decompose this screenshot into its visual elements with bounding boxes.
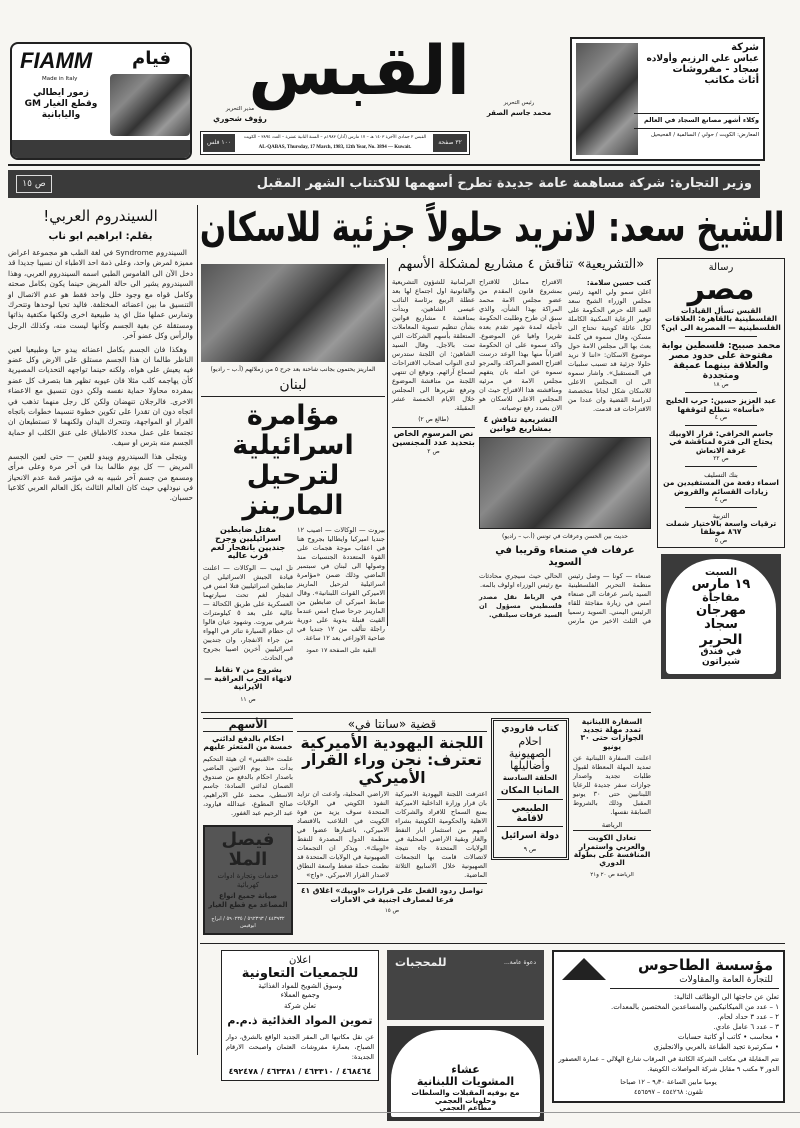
egypt-title: مصر xyxy=(687,272,755,308)
legislative-col-pair xyxy=(479,278,651,434)
ad-carpets xyxy=(570,37,765,161)
page-ref: الرياضة ص ٢٠ و٢١ xyxy=(590,871,634,878)
byline: كتب حسين سلامة: xyxy=(586,278,651,287)
legislative-columns xyxy=(391,278,651,626)
lebanon-side-col xyxy=(203,526,293,704)
separator xyxy=(685,425,757,426)
editor-in-chief-block xyxy=(474,98,564,118)
sub-headline: السفارة اللبنانية تمدد مهلة تجديد الجوازات حتى ٣٠ يونيو xyxy=(580,716,644,751)
ad-inner xyxy=(666,559,776,674)
summary-item: جاسم الخرافي: قرار الاوبيك يحتاج الى فترة لمناقشة في غرفة الانعاش xyxy=(668,429,774,455)
brief: في الرباط نقل مصدر فلسطيني مسؤول ان السيد عرفات سيلتقي. xyxy=(479,592,562,619)
book-headline: احلام الصهيونية وأضاليلها xyxy=(508,734,552,773)
fiamm-logo: FIAMM xyxy=(20,48,93,73)
passport-sports-col xyxy=(573,718,651,880)
sweden-headline: عرفات في صنعاء وقريبا في السويد xyxy=(495,545,635,568)
ad-line: عشاء xyxy=(451,1063,480,1076)
dateline-english-line xyxy=(239,143,431,152)
ad-carpets-text xyxy=(639,42,759,87)
kicker: قضية «سانتا في» xyxy=(297,718,487,732)
page-count: ٣٢ صفحة xyxy=(433,134,467,152)
paragraph: وهكذا فان الجسم بكامل اعضائه يبدو حيا وطبيعيا لعين الناظر طالما ان هذا الجسم مستلق على الارض وكل عضو فيه يعيش على هواه، ولكنه حينما تواجهه التحديات المصيرية كأن يهاجمه كلب مثلا فان عيوبه تظهر هنا بتصرف كل عضو بمفرده محاولا حماية نفسه ولكن دون تنسيق مع الاعضاء الاخرى. فالرجلان تنهضان ولكن كل رجل منهما تذهب في اتجاه دون ان تقدرا على تكوين خطوة تنسيما خطوات باتجاه الفرار او المواجهة، وتتحرك اليدان ولكنهما لا تستطيعان ان تجتمعا على عمل محدد كالاطباق على عنق الكلب او حماية الجسم منه بترس او سيف. xyxy=(8,344,193,448)
article-body: صنعاء — كونا — وصل رئيس منظمة التحرير الفلسطينية السيد ياسر عرفات الى صنعاء امس في زيارة مفاجئة للقاء الرئيس اليمني. السويد رسميا في الثلث الاخير من مارس الحالي حيث سيجري محادثات مع رئيس الوزراء اولوف بالمه. xyxy=(479,571,651,625)
kicker: لبنان xyxy=(201,378,385,397)
photo-caption: المارينز يحتمون بجانب شاحنة بعد جرح ٥ من زملائهم (أ.ب – رادیو) xyxy=(210,366,376,373)
dateline-english: AL-QABAS, Thursday, 17 March, 1983, 12th Year, No. 3894 — Kuwait. xyxy=(258,145,412,150)
ad-line: وقطع الغيار GM xyxy=(24,99,98,109)
managing-editor: رؤوف شحوري xyxy=(213,114,267,123)
lebanon-main-col xyxy=(297,526,385,655)
ad-line: مهرجان xyxy=(695,603,747,619)
ad-company: تموين المواد الغذائية ذ.م.م xyxy=(227,1014,373,1028)
content-area xyxy=(200,258,785,1121)
article-body: تل ابيب — الوكالات — اعلنت قيادة الجيش الاسرائيلي ان ضابطين اسرائيليين قتلا امس في انفجار لغم تحت سيارتهما العسكرية على طريق الكحالة — عاليه على بعد ٥ كيلومترات شرقي بيروت. وشهود عيان قالوا ان حطام السيارة تناثر في الهواء من جراء الانفجار، وان جنديين اسرائيليين آخرين اصيبا بجروح في الحادث. xyxy=(203,564,294,663)
kicker: الأسهم xyxy=(203,718,293,732)
left-column-article xyxy=(8,208,193,507)
ad-line: شيراتون xyxy=(702,657,740,668)
separator xyxy=(685,507,757,508)
ad-made-in: Made in Italy xyxy=(42,76,78,82)
ad-body: عن نقل مكاتبها الى المقر الجديد الواقع بالشرق، دوار الصباح، بعمارة مفروشات العثمان واصبحت الارقام الجديدة: xyxy=(226,1032,374,1061)
newspaper-logo: القبس xyxy=(248,32,470,111)
legislative-col2 xyxy=(479,278,562,434)
kicker: رسالة xyxy=(708,262,734,273)
continued-note: البقية على الصفحة ١٧ عمود xyxy=(306,646,376,654)
ad-footer-strip xyxy=(12,140,190,158)
main-headline: الشيخ سعد: لانريد حلولاً جزئية للاسكان xyxy=(200,205,785,251)
ad-line: اعلان xyxy=(288,955,312,966)
ad-line: للمحجبات xyxy=(395,956,447,969)
ad-hours: يوميا مابين الساعة ٩٫٣٠ – ١٢ صباحا xyxy=(620,1078,717,1086)
ad-line: سجاد xyxy=(704,617,738,633)
ad-company: مؤسسة الطاحوس xyxy=(638,956,773,974)
book-line: الطبيعي لاقامة xyxy=(497,802,563,827)
ad-line: المشويات اللبنانية xyxy=(416,1075,515,1089)
ad-line: في فندق xyxy=(700,647,742,658)
page-ref: ص ١٨ xyxy=(713,381,729,389)
ad-line: وكلاء أشهر مصانع السجاد في العالم xyxy=(634,113,759,125)
article-body: اعلن سمو ولي العهد رئيس مجلس الوزراء الشيخ سعد العبد الله حرص الحكومة على توفير الرعاية السكنية الكاملة لكل عائلة كويتية تحتاج الى مسكن، وقال سموه في كلمة بعث بها الى مجلس الامة حول موضوع الاسكان: «اننا لا نريد حلولا جزئية قد تسبب سلبيات في المستقبل». واشار سموه الى ان المجلس الاعلى للاسكان شكل لجانا متخصصة لدراسة القضية وان عددا من الاقتراحات قد قدمت. xyxy=(568,287,651,413)
ad-title: فيصل الملا xyxy=(221,828,275,870)
sub-headline: مقتل ضابطين اسرائيليين وجرح جنديين بانفجار لغم قرب عاليه xyxy=(210,524,286,561)
book-series-box xyxy=(491,718,569,860)
kicker: الرياضة xyxy=(573,820,651,831)
ad-line: للتجارة العامة والمقاولات xyxy=(610,975,779,989)
book-line: دولة اسرائيل xyxy=(501,830,559,841)
legislative-headline: «التشريعية» تناقش ٤ مشاريع لمشكلة الأسهم xyxy=(397,257,645,272)
page-ref: ص ١١ xyxy=(240,695,256,703)
sub-headline: التشريعية تناقش ٤ بمشاريع قوانين xyxy=(483,414,558,433)
ad-line: الحرير xyxy=(699,631,743,648)
santa-fe-columns xyxy=(297,790,487,880)
ad-line: صيانة جميع انواع المصاعد مع قطع الغيار xyxy=(208,892,288,909)
upper-row xyxy=(200,258,785,935)
article-body: الاراضي المحلية، وادعت ان تزايد النفوذ الكويتي في الولايات المتحدة سوف يزيد من قوة الكويت في التلاعب بالاقتصاد الاميركي، باعتبارها عضوا في منظمة الدول المصدرة للنفط «اوبيك». ويذكر ان التجمعات الصهيونية في الولايات المتحدة قد نظمت حملة ضغط واسعة النطاق لاصدار القرار الاميركي. «واج» xyxy=(297,790,389,880)
stocks-col xyxy=(203,718,293,935)
ad-line: عباس علي الرزيم وأولاده xyxy=(646,53,759,64)
book-line: المانيا المكان xyxy=(497,784,563,799)
ad-tahous-jobs xyxy=(552,950,785,1103)
book-title: كتاب فارودي xyxy=(501,723,559,734)
page-ref: ص ٥ xyxy=(714,536,728,544)
ad-line: مع بوفيه المقبلات والسلطات xyxy=(411,1087,520,1097)
continued-note: (طالع ص ٢) xyxy=(418,415,449,423)
paragraph: السيندروم Syndrome في لغة الطب هو مجموعة اعراض مميزة لمرض واحد، وعلى ذمة احد الاطباء ان نسيبا جديدا قد دخل الآن الى القاموس الطبي اسمه السيندروم العربي، وهذا السيندروم يشير الى حالة المريض حينما يكون بكامل صحته وكامل قواه مع وجود خلل واحد فقط هو عدم الاتصال او التنسيق ما بين اعضائه المختلفة. فاليد تحيا لوحدها وتتحرك وتمارس عملها مثل اي يد طبيعية اخرى ولكنها مكتفية بذاتها ومستقلة عن بقية الجسم وكأنها ليست منه، وكذلك الرجل والرأس وكل عضو آخر. xyxy=(8,247,193,341)
page-ref: ص ٤ xyxy=(714,414,728,422)
ad-silk-carpet-festival xyxy=(661,554,781,679)
article-body xyxy=(8,248,193,507)
ad-faisal-almulla xyxy=(203,825,293,935)
article-body: الاقتراح مماثل للاقتراح بمشروع قانون المقدم من عضو مجلس الامة محمد المراكة بهذا الشأن، والذي سبق ان طرح وطلبت الحكومة تأجيله لمدة شهر تقدم بعده تقريرا وافيا عن الموضوع. واكد سموه على ان الحكومة اقتراباً منها بهذا الوعد درست اقتراح العضو المراكة. والمرجو سموه عن امله بان يتفهم مجلس الامة في مرئيه ومناقشته هذا الاقتراح حيث ان المجلس الاعلى للاسكان هو الان بصدد رفع توصياته. xyxy=(479,277,562,412)
santa-fe-headline: اللجنة اليهودية الأميركية تعترف: نحن وراء القرار الأميركي xyxy=(300,734,484,787)
summary-item: اسماء دفعة من المستفيدين من زيادات القسائم والقروض xyxy=(663,478,779,496)
ad-line: واليابانية xyxy=(41,110,81,120)
job-item: ٢ – عدد ٣ حداد لحام. xyxy=(717,1013,779,1021)
ad-line: تعلن عن حاجتها الى الوظائف التالية: xyxy=(673,993,779,1001)
managing-editor-label: مدير التحرير xyxy=(225,106,255,112)
ad-lebanese-grill xyxy=(387,1026,544,1121)
main-headline-line xyxy=(200,203,785,253)
ad-line: مفاجأة xyxy=(702,591,740,605)
legislative-section xyxy=(387,258,651,626)
page-ref: ص ٢٢ xyxy=(713,455,729,463)
summary-item: ترقيات واسعة بالاختيار شملت ٨٦٧ موظفا xyxy=(665,519,777,537)
article-body: بيروت — الوكالات — اصيب ١٢ جنديا اميركيا وايطاليا بجروح هنا في اعقاب موجة هجمات على القوة المتعددة الجنسيات منذ وصولها الى لبنان في سبتمبر الماضي وذلك ضمن «مؤامرة اسرائيلية لترحيل المارينز الاميركي القوات اللبنانية». وقال ضابط اميركي ان ضابطين من المارينز جرحا صباح امس عندما القيت قنبلة يدوية على دورية راجلة تتألف من ١٢ جنديا في ضاحية الاوزاعي بعد ١٢ ساعة. xyxy=(297,525,385,642)
sub-headline: احكام بالدفع لدائني خمسة من المتعثر عليهم xyxy=(203,733,293,752)
lebanon-section xyxy=(201,258,385,704)
managing-editor-block xyxy=(200,104,280,124)
brief-headline: بشروع من ٧ نقاط لانهاء الحرب العراقية — الايرانية xyxy=(204,665,292,692)
page-bottom-edge xyxy=(0,1112,800,1113)
ad-line: السبت xyxy=(704,566,738,578)
lebanon-headline: مؤامرة اسرائيلية لترحيل المارينز xyxy=(232,399,354,522)
job-item: ٣ – عدد ٦ عامل عادي. xyxy=(713,1023,779,1031)
ad-food-supply xyxy=(221,950,379,1081)
ad-phones: ٤٦٨٤٦٤ / ٤٦٣٣١٠ / ٤٦٣٣٨١ / ٤٩٢٤٧٨ xyxy=(228,1066,372,1076)
ad-line: أثاث مكاتب xyxy=(704,75,759,87)
ad-body: تتم المقابلة في مكاتب الشركة الكائنة في المرقاب شارع الهلالي – عمارة العصفور الدور ٣ مكتب ٩ مقابل شركة المواصلات الكويتية. xyxy=(558,1055,779,1073)
article-body: علمت «القبس» ان هيئة التحكيم بدأت منذ يوم الاثنين الماضي باصدار احكام بالدفع من صندوق الضمان لدائني السادة: جاسم الاسطى، محمد علي الابراهيم، صالح المطوع، عبدالله فيارود، عبد الرحيم عبد الغفور. xyxy=(203,754,293,817)
legislative-col3 xyxy=(392,278,475,457)
arafat-photo xyxy=(479,437,651,529)
sub-headline: تعادل الكويت والعربي واستمرار المنافسة على بطولة الدوري xyxy=(573,833,651,868)
price: ١٠٠ فلس xyxy=(203,134,235,152)
middle-ads-stack xyxy=(387,950,544,1121)
byline: بقلم: ابراهيم ابو ناب xyxy=(48,230,153,242)
editor-label: رئيس التحرير xyxy=(503,100,535,106)
article-title: السيندروم العربي! xyxy=(43,207,158,225)
top-banner xyxy=(8,170,760,198)
ad-carpets-footer xyxy=(634,113,759,139)
divider xyxy=(8,164,760,166)
job-list xyxy=(558,1002,779,1052)
ad-line: وجميع العملاء xyxy=(280,990,320,999)
divider xyxy=(200,943,785,944)
ad-line: وحلويات العجمي xyxy=(434,1096,497,1106)
legislative-right-part xyxy=(479,278,651,626)
brief-headline: تواصل ردود الفعل على قرارات «اوبيك» اغلاق ٤١ فرعا لمصارف اجنبية في الامارات xyxy=(297,883,487,904)
company-logo-icon xyxy=(562,958,606,980)
santa-fe-section xyxy=(297,718,487,916)
article-body: اعترفت اللجنة اليهودية الاميركية بان قرار وزارة الداخلية الاميركية بمنع السماح للافراد والشركات الاهلية والحكومية الكويتية بشراء اسهم من استثمار ابار النفط والغاز وبقية الاراضي المحلية في الولايات المتحدة جاء نتيجة لاتصالات قامت بها التجمعات الصهيونية خلال الاسابيع الثلاثة الماضية. xyxy=(395,790,487,880)
separator xyxy=(685,336,757,337)
ad-veiled-women xyxy=(387,950,544,1020)
legislative-col1 xyxy=(568,278,651,414)
ad-line: ١٩ مارس xyxy=(691,576,751,592)
brief-headline: نص المرسوم الخاص بتحديد عدد المجنسين xyxy=(392,428,475,447)
summary-item: القبس تسأل القيادات الفلسطينية بالقاهرة: العلاقات الفلسطينية — المصرية الى اين؟ xyxy=(661,305,781,332)
ad-line: سجاد - مفروشات xyxy=(672,63,759,75)
ad-line: وسوق الشويخ للمواد الغذائية xyxy=(258,981,342,990)
separator xyxy=(685,466,757,467)
dateline-arabic: القبس ٢ جمادى الآخرة ١٤٠٣ هـ – ١٧ مارس (آذار) ١٩٨٣م – السنة الثانية عشرة – العدد ٣٨٩٤ – الكويت xyxy=(243,135,427,140)
ad-line: شركة xyxy=(731,42,759,53)
job-item: • سكرتيرة تجيد الطباعة بالعربي والانجليزي xyxy=(653,1043,779,1051)
middle-top-row xyxy=(201,258,651,704)
banner-headline: وزير التجارة: شركة مساهمة عامة جديدة تطرح أسهمها للاكتتاب الشهر المقبل xyxy=(256,176,752,191)
ad-line: خدمات وتجارة ادوات كهربائية xyxy=(217,872,279,889)
episode-label: الحلقة السادسة xyxy=(502,773,558,782)
right-column xyxy=(657,258,785,679)
middle-area xyxy=(201,258,651,935)
lebanon-columns xyxy=(201,526,385,704)
ad-line: مطاعم العجمي xyxy=(439,1104,492,1113)
ad-line: المعارض: الكويت / حولي / السالمية / الفحيحيل xyxy=(634,128,759,139)
bottom-ads-row xyxy=(200,950,785,1121)
ad-inner xyxy=(391,1030,540,1117)
separator xyxy=(685,392,757,393)
ad-phones: تلفون: ٤٥٤٢٦٨ – ٤٥٦٥٩٧ xyxy=(634,1088,703,1096)
page-ref: ص ٤ xyxy=(714,496,728,503)
horns-image xyxy=(110,74,190,136)
page-ref: ص ٢ xyxy=(427,448,440,456)
paragraph: ويتجلى هذا السيندروم ويبدو للعين — حتى لعين الجسم المريض — كل يوم طالما بدا في آخر مرة وعلى مرأى ومسمع من جسم آخر شبيه به في مؤتمر قمة عدم الانحياز في نيودلهي حيث كان العالم الثالث بكل العالم العربي كلاعبا حسبان. xyxy=(8,451,193,503)
banner-page-ref: ص ١٥ xyxy=(16,175,52,193)
middle-lower-row xyxy=(201,712,651,935)
dateline-arabic-line xyxy=(239,134,431,142)
ad-line: دعوة عامة... xyxy=(504,959,536,966)
photo-caption: حديث بين الحسن وعرفات في تونس (أ.ب – راديو) xyxy=(501,533,628,541)
sweden-body xyxy=(479,572,651,626)
carpet-image xyxy=(576,43,638,155)
dateline-box xyxy=(200,131,470,155)
ad-phones: ٤٤٣٩٣٢ / ٥٦٢٣٦٣ / ٥٩٠٢٣٥ / ابراج ابوقيس xyxy=(211,916,285,929)
article-body: البرلمانية للشؤون التشريعية والقانونية اول اجتماع لها بعد عطلة الربيع برئاسة النائب عيسى الشاهين، وبدأت بمناقشة ٤ مشاريع قوانين بشأن تنظيم تسوية المعاملات المتعلقة بأسهم الشركات التي تمت بالاجل. وقال السيد الشاهين: ان اللجنة ستدرس لدى النواب اصحاب الاقتراحات لسماع آرائهم. وتوقع ان تنتهي اللجنة من مناقشة الموضوع وترفع تقريرها الى المجلس خلال الايام الخمسة عشر المقبلة. xyxy=(392,277,475,412)
job-item: ١ – عدد من الميكانيكيين والمساعدين المختصين بالمعدات. xyxy=(611,1003,779,1011)
article-body: اعلنت السفارة اللبنانية عن تمديد المهلة المعطاة لقبول طلبات تجديد واصدار جوازات سفر جديدة للرعايا اللبنانيين حتى ٣٠ يونيو المقبل وذلك بالشروط السابقة نفسها. xyxy=(573,754,651,817)
ad-brand-ar: فيام xyxy=(132,48,172,69)
ad-fiamm xyxy=(10,42,192,160)
kicker: التربية xyxy=(712,512,730,520)
page-ref: ص ٩ xyxy=(523,845,537,853)
column-rule xyxy=(197,205,198,1055)
summary-item: عبد العزيز حسين: حرب الخليج «مأساة» نتطلع لتوقفها xyxy=(665,396,777,414)
egypt-letter-column xyxy=(657,258,785,548)
job-item: • محاسب • كاتب أو كاتبة حسابات xyxy=(677,1033,779,1041)
marines-photo xyxy=(201,264,385,362)
ad-line: للجمعيات التعاونية xyxy=(241,966,359,982)
ad-line: تعلن شركة xyxy=(283,1002,316,1011)
ad-fiamm-text xyxy=(16,88,106,121)
page-ref: ص ١٥ xyxy=(384,907,400,914)
summary-item: محمد صبيح: فلسطين بوابة مفتوحة على حدود مصر والعلاقة بينهما عميقة ومتجددة xyxy=(661,340,781,382)
banner-headline-line xyxy=(62,175,752,193)
editor-in-chief: محمد جاسم الصقر xyxy=(486,109,552,117)
ad-line: زمور ايطالي xyxy=(33,88,89,98)
kicker: بنك التسليف xyxy=(704,471,738,480)
